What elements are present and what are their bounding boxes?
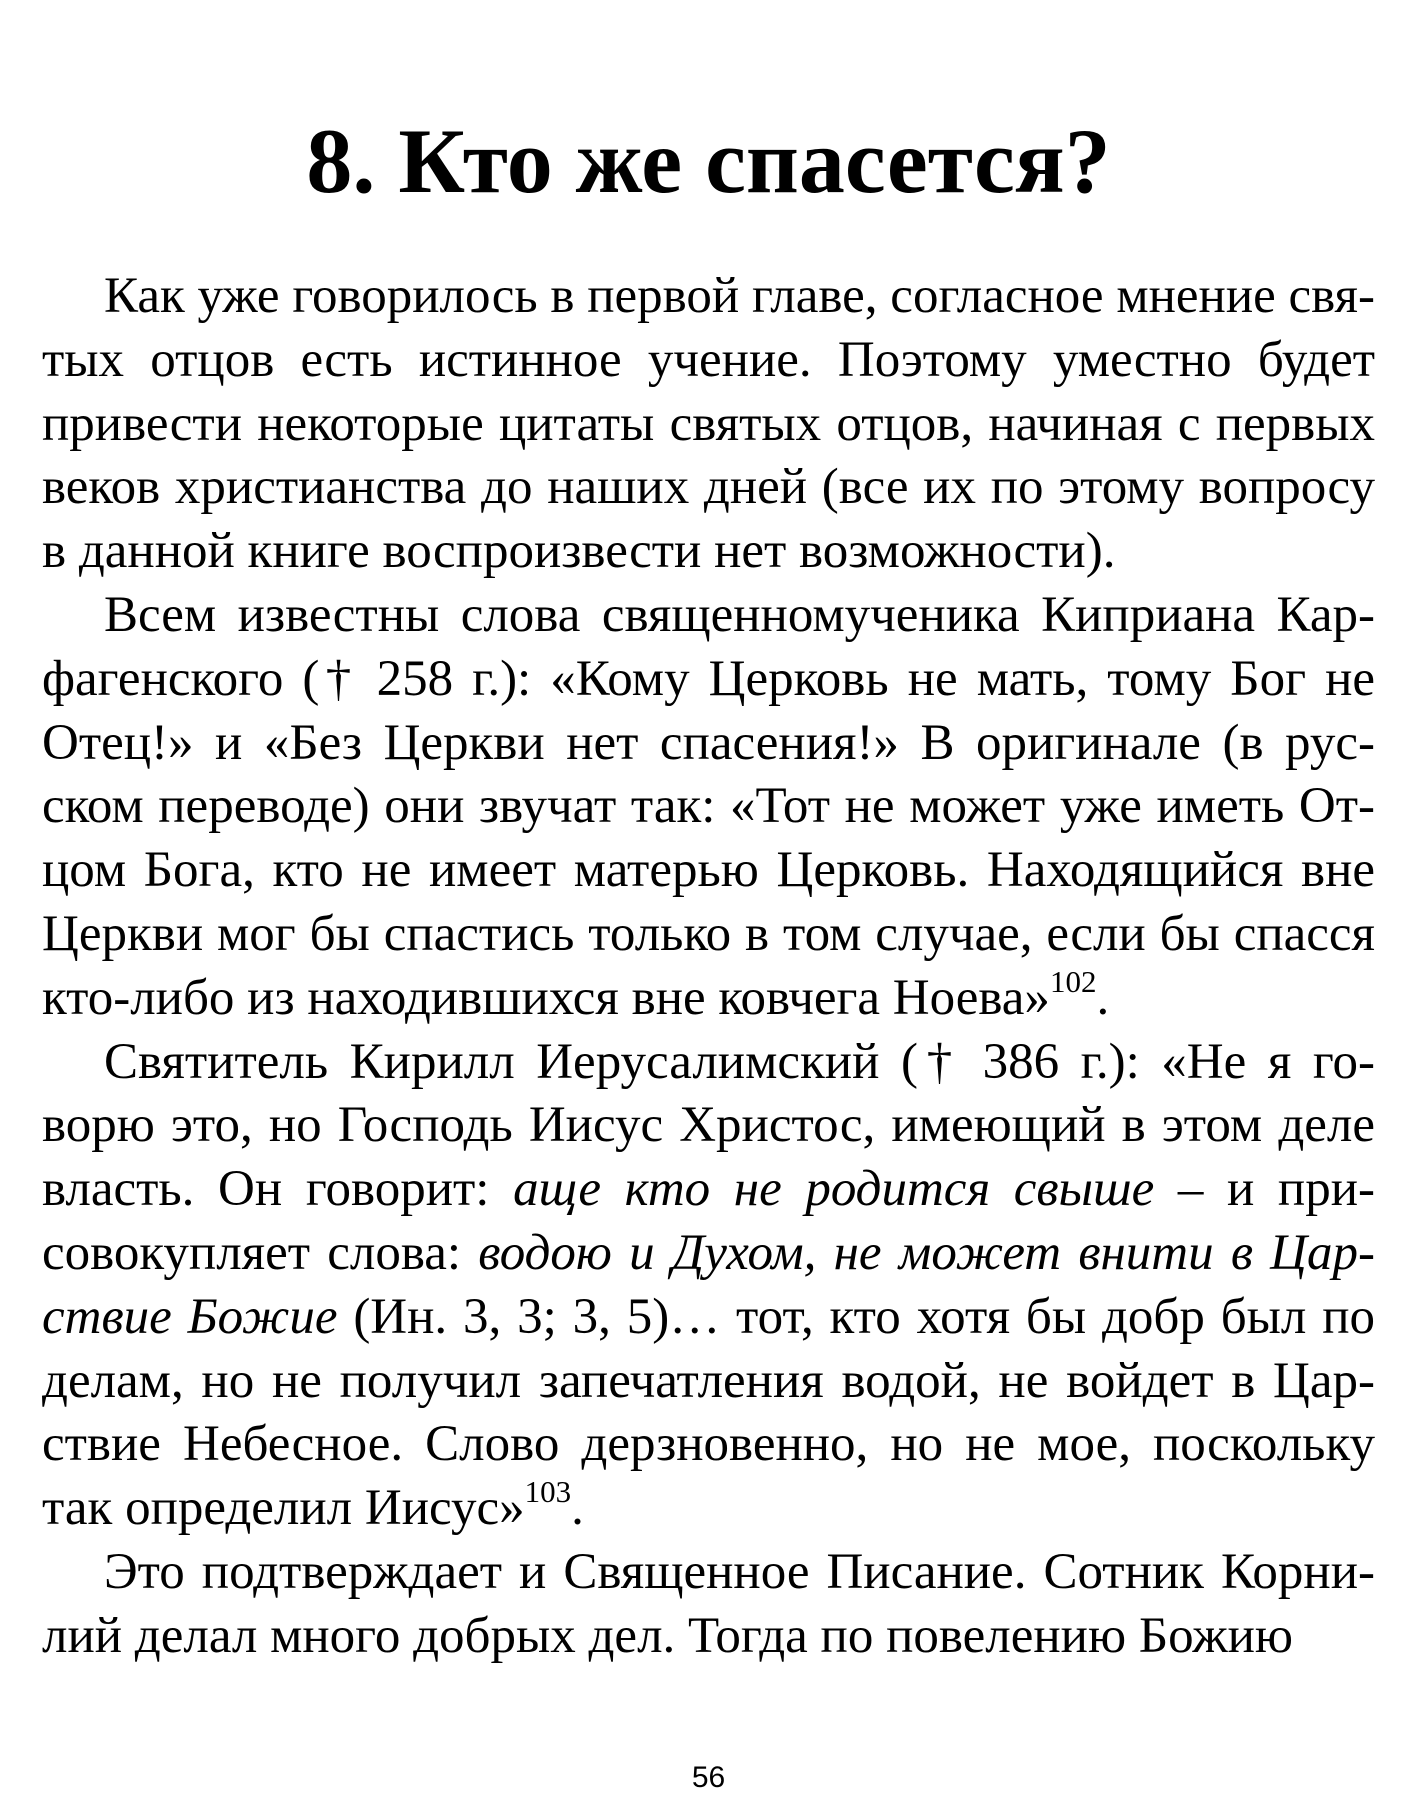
scripture-quote-2: водою и Духом, не может внити в Царствие Божие [42, 1224, 1375, 1345]
footnote-ref-102[interactable]: 102 [1049, 963, 1097, 999]
paragraph-2-text: Всем известны слова священномученика Киприана Карфагенского († 258 г.): «Кому Церковь не мать, тому Бог не Отец!» и «Без Церкви нет спасения!» В оригинале (в русском переводе) они звучат так: «Тот не может уже иметь Отцом Бога, кто не имеет матерью Церковь. Находящийся вне Церкви мог бы спастись только в том случае, если бы спасся кто-либо из находившихся вне ковчега Ноева» [42, 586, 1375, 1026]
paragraph-3 [42, 1031, 1375, 1541]
paragraph-1: Как уже говорилось в первой главе, согласное мнение святых отцов есть истинное учение. Поэтому уместно будет привести некоторые цитаты святых отцов, начиная с первых веков христианства до наших дней (все их по этому вопросу в данной книге воспроизвести нет возможности). [42, 268, 1375, 580]
paragraph-3-end: . [571, 1480, 584, 1537]
paragraph-3-text-3: (Ин. 3, 3; 3, 5)… тот, кто хотя бы добр был по делам, но не получил запечатления водой, не войдет в Царствие Небесное. Слово дерзновенно, но не мое, поскольку так определил Иисус» [42, 1288, 1375, 1537]
paragraph-2 [42, 584, 1375, 1031]
footnote-ref-103[interactable]: 103 [524, 1474, 572, 1510]
paragraph-3-text-1: Святитель Кирилл Иерусалимский († 386 г.): «Не я говорю это, но Господь Иисус Христос, имеющий в этом деле власть. Он говорит: [42, 1033, 1375, 1218]
paragraph-4: Это подтверждает и Священное Писание. Сотник Корнилий делал много добрых дел. Тогда по повелению Божию [42, 1543, 1375, 1664]
scripture-quote-1: аще кто не родится свыше [513, 1161, 1155, 1218]
paragraph-2-end: . [1096, 969, 1110, 1026]
paragraph-3-text-2: – и присовокупляет слова: [42, 1161, 1375, 1281]
chapter-title: 8. Кто же спасется? [306, 110, 1111, 212]
page-content [42, 105, 1375, 1669]
page-number: 56 [691, 1761, 726, 1794]
